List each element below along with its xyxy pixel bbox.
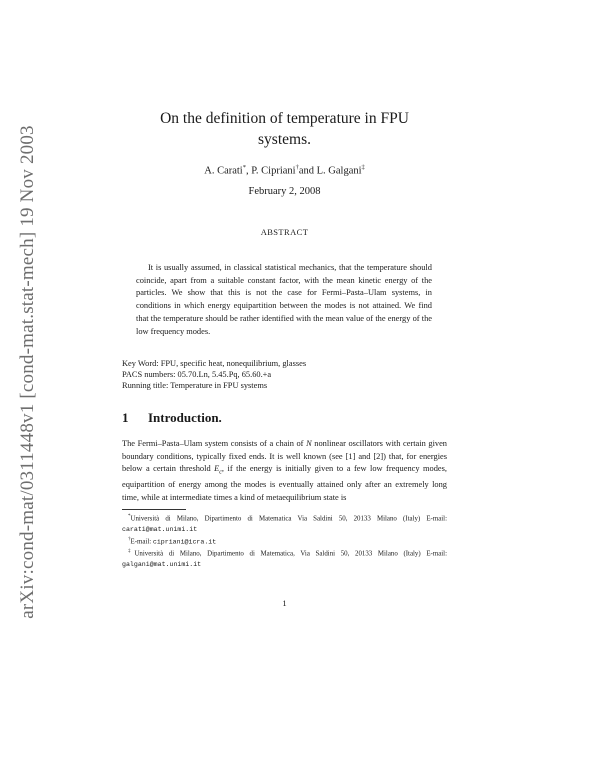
footnote-mark-3: ‡: [361, 164, 365, 171]
abstract-heading: ABSTRACT: [260, 227, 309, 237]
running-title-line: Running title: Temperature in FPU systems: [122, 381, 268, 390]
section-heading: [122, 410, 447, 426]
footnote-1: [122, 512, 447, 535]
keywords-line: Key Word: FPU, specific heat, nonequilibrium, glasses: [122, 359, 307, 368]
footnote-divider: [122, 509, 186, 510]
intro-text-1: The Fermi–Pasta–Ulam system consists of a chain of: [122, 439, 307, 448]
author-cipriani: , P. Cipriani: [245, 165, 296, 177]
page-number: 1: [282, 598, 287, 608]
introduction-paragraph: [122, 438, 447, 505]
footnote-3: [122, 547, 447, 570]
arxiv-identifier-stamp: arXiv:cond-mat/0311448v1 [cond-mat.stat-mech] 19 Nov 2003: [17, 125, 38, 619]
footnote-1-mark: *: [128, 514, 131, 519]
symbol-e: E: [214, 464, 220, 474]
footnote-1-email: carati@mat.unimi.it: [122, 525, 198, 533]
footnotes: [122, 512, 447, 570]
footnote-2-mark: †: [128, 536, 131, 542]
title-line-2: systems.: [258, 131, 311, 148]
author-carati: A. Carati: [204, 165, 243, 177]
symbol-n: N: [306, 439, 312, 448]
footnote-3-mark: ‡: [128, 549, 135, 555]
section-number: 1: [122, 410, 129, 425]
paper-title: [122, 108, 447, 150]
intro-text-2: nonlinear oscillators with certain given boundary conditions, typically fixed ends. It is well known (see [1] and [2]) that, for energies below a certain threshold: [122, 439, 447, 474]
footnote-3-text: Università di Milano, Dipartimento di Matematica, Via Saldini 50, 20133 Milano (Italy) E-mail:: [134, 550, 448, 558]
footnote-3-email: galgani@mat.unimi.it: [122, 560, 202, 568]
author-list: [122, 164, 447, 177]
pacs-line: PACS numbers: 05.70.Ln, 5.45.Pq, 65.60.+a: [122, 370, 272, 379]
symbol-e-subscript: c: [219, 469, 222, 476]
footnote-mark-2: †: [295, 164, 299, 171]
intro-text-3: , if the energy is initially given to a few low frequency modes, equipartition of energy among the modes is eventually attained only after an extremely long time, while at intermediate times a kind of metaequilibrium state is: [122, 464, 447, 503]
paper-metadata: [122, 358, 447, 391]
paper-date: February 2, 2008: [248, 186, 321, 197]
footnote-2-text: E-mail:: [130, 538, 153, 545]
footnote-2-email: cipriani@icra.it: [152, 538, 217, 545]
author-galgani: and L. Galgani: [298, 165, 362, 177]
title-line-1: On the definition of temperature in FPU: [160, 110, 409, 127]
footnote-2: [122, 535, 447, 548]
footnote-mark-1: *: [242, 164, 246, 171]
section-title: Introduction.: [148, 410, 222, 425]
footnote-1-text: Università di Milano, Dipartimento di Matematica Via Saldini 50, 20133 Milano (Italy) E-mail:: [130, 515, 447, 523]
abstract-text: It is usually assumed, in classical statistical mechanics, that the temperature should coincide, apart from a suitable constant factor, with the mean kinetic energy of the particles. We show that this is not the case for Fermi–Pasta–Ulam systems, in conditions in which energy equipartition between the modes is not attained. We find that the temperature should be rather identified with the mean value of the energy of the low frequency modes.: [136, 263, 432, 336]
